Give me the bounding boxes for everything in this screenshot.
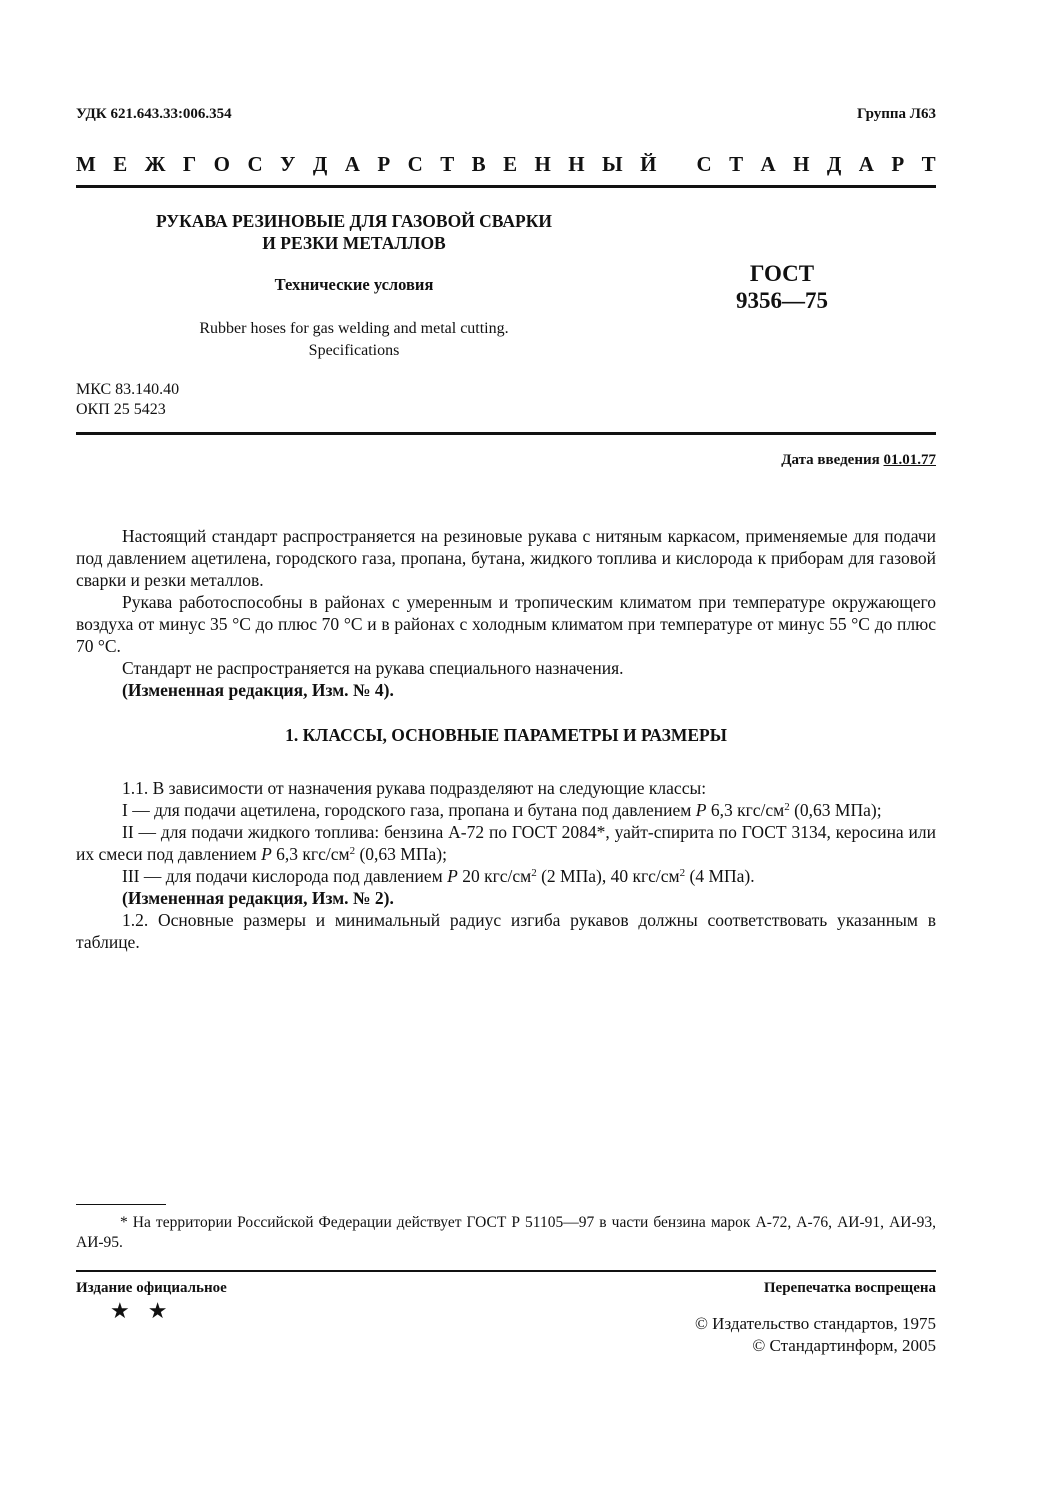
class-ii-text: II — для подачи жидкого топлива: бензина А-72 по ГОСТ 2084*, уайт-спирита по ГОСТ 3134, керосина или их смеси под давлением [76,822,936,864]
banner-letter: Д [826,152,842,176]
footer-rule [76,1270,936,1272]
banner-letter: А [858,152,874,176]
unit-superscript: 2 [784,801,790,813]
banner-letter: Е [503,152,518,176]
intro-date-value: 01.01.77 [883,452,936,468]
banner-letter: Н [793,152,810,176]
banner-letter: А [760,152,776,176]
top-rule [76,185,936,188]
class-iii-pressure-20: 20 кгс/см [457,866,532,886]
group-code: Группа Л63 [857,106,936,122]
banner-letter: Е [113,152,128,176]
class-i [76,799,936,821]
intro-paragraph-climate: Рукава работоспособны в районах с умеренным и тропическим климатом при температуре окружающего воздуха от минус 35 °C до плюс 70 °C и в районах с холодным климатом при температуре от минус 55 °C до плюс 70 °C. [76,592,936,656]
title-line-2: И РЕЗКИ МЕТАЛЛОВ [262,233,446,253]
banner-letter: У [280,152,296,176]
pressure-symbol: P [261,844,272,864]
banner-letter: Т [729,152,744,176]
class-i-text: I — для подачи ацетилена, городского газа, пропана и бутана под давлением [122,800,696,820]
unit-superscript: 2 [349,845,356,857]
udk-code: УДК 621.643.33:006.354 [76,106,232,122]
star-icon: ★★ [110,1298,186,1323]
document-title [76,210,632,254]
section-amendment-note: (Измененная редакция, Изм. № 2). [122,888,394,908]
banner-letter: Н [534,152,551,176]
unit-superscript: 2 [679,867,686,879]
banner-letter: Г [182,152,197,176]
copyright-block [695,1313,936,1357]
banner-letter: Ы [602,152,623,176]
footnote-separator [76,1204,166,1205]
intro-date [781,452,936,469]
banner-letter: О [213,152,231,176]
document-subtitle: Технические условия [274,275,434,294]
class-iii-mpa: (4 МПа). [685,866,755,886]
english-title-line-2: Specifications [308,342,400,359]
copyright-1975: © Издательство стандартов, 1975 [695,1314,936,1333]
clause-1-1: 1.1. В зависимости от назначения рукава подразделяют на следующие классы: [122,778,707,798]
banner-letter: Р [377,152,391,176]
intro-amendment-note: (Измененная редакция, Изм. № 4). [122,680,394,700]
english-title [76,318,632,362]
official-edition: Издание официальное [76,1280,227,1296]
class-ii [76,821,936,865]
class-i-mpa: (0,63 МПа); [789,800,882,820]
reprint-prohibited: Перепечатка воспрещена [763,1280,936,1296]
unit-superscript: 2 [531,867,537,879]
class-ii-mpa: (0,63 МПа); [355,844,447,864]
title-line-1: РУКАВА РЕЗИНОВЫЕ ДЛЯ ГАЗОВОЙ СВАРКИ [155,211,553,231]
intro-date-label: Дата введения [781,452,880,468]
banner-letter: Т [440,152,455,176]
class-iii-text: III — для подачи кислорода под давлением [122,866,448,886]
gost-label: ГОСТ [749,261,815,286]
class-iii-pressure-40: (2 МПа), 40 кгс/см [536,866,680,886]
intro-paragraph-exclusion: Стандарт не распространяется на рукава специального назначения. [122,658,624,678]
pressure-symbol: P [695,800,707,820]
banner-letter: Н [568,152,585,176]
banner-letter: С [696,152,712,176]
banner-letter: С [247,152,263,176]
banner-letter: Й [640,152,657,176]
banner-letter: Ж [144,152,166,176]
mks-code: МКС 83.140.40 [76,381,180,398]
banner-letter: Д [312,152,328,176]
classification-codes [76,380,179,420]
gost-number: 9356—75 [736,288,828,313]
clause-1-2: 1.2. Основные размеры и минимальный радиус изгиба рукавов должны соответствовать указанным в таблице. [76,910,936,952]
class-i-pressure: 6,3 кгс/см [706,800,785,820]
title-rule [76,432,936,435]
banner-letter: В [471,152,486,176]
class-iii [76,865,936,887]
section-heading: 1. КЛАССЫ, ОСНОВНЫЕ ПАРАМЕТРЫ И РАЗМЕРЫ [285,725,727,745]
pressure-symbol: P [447,866,458,886]
standard-banner [76,152,936,177]
banner-letter: А [344,152,360,176]
class-ii-pressure: 6,3 кгс/см [271,844,350,864]
footnote [76,1213,936,1253]
section-1-text [76,777,936,953]
intro-text [76,525,936,701]
intro-paragraph-scope: Настоящий стандарт распространяется на резиновые рукава с нитяным каркасом, применяемые для подачи под давлением ацетилена, городского газа, пропана, бутана, жидкого топлива и кислорода к приборам для газовой сварки и резки металлов. [76,526,936,590]
english-title-line-1: Rubber hoses for gas welding and metal cutting. [199,320,509,337]
footnote-text: * На территории Российской Федерации действует ГОСТ Р 51105—97 в части бензина марок А-72, А-76, АИ-91, АИ-93, АИ-95. [76,1214,936,1251]
banner-gap [674,152,679,177]
banner-letter: С [407,152,423,176]
banner-letter: М [76,152,96,176]
banner-letter: Р [891,152,905,176]
okp-code: ОКП 25 5423 [76,401,166,418]
banner-letter: Т [921,152,936,176]
copyright-2005: © Стандартинформ, 2005 [752,1336,936,1355]
gost-designation [696,260,868,314]
